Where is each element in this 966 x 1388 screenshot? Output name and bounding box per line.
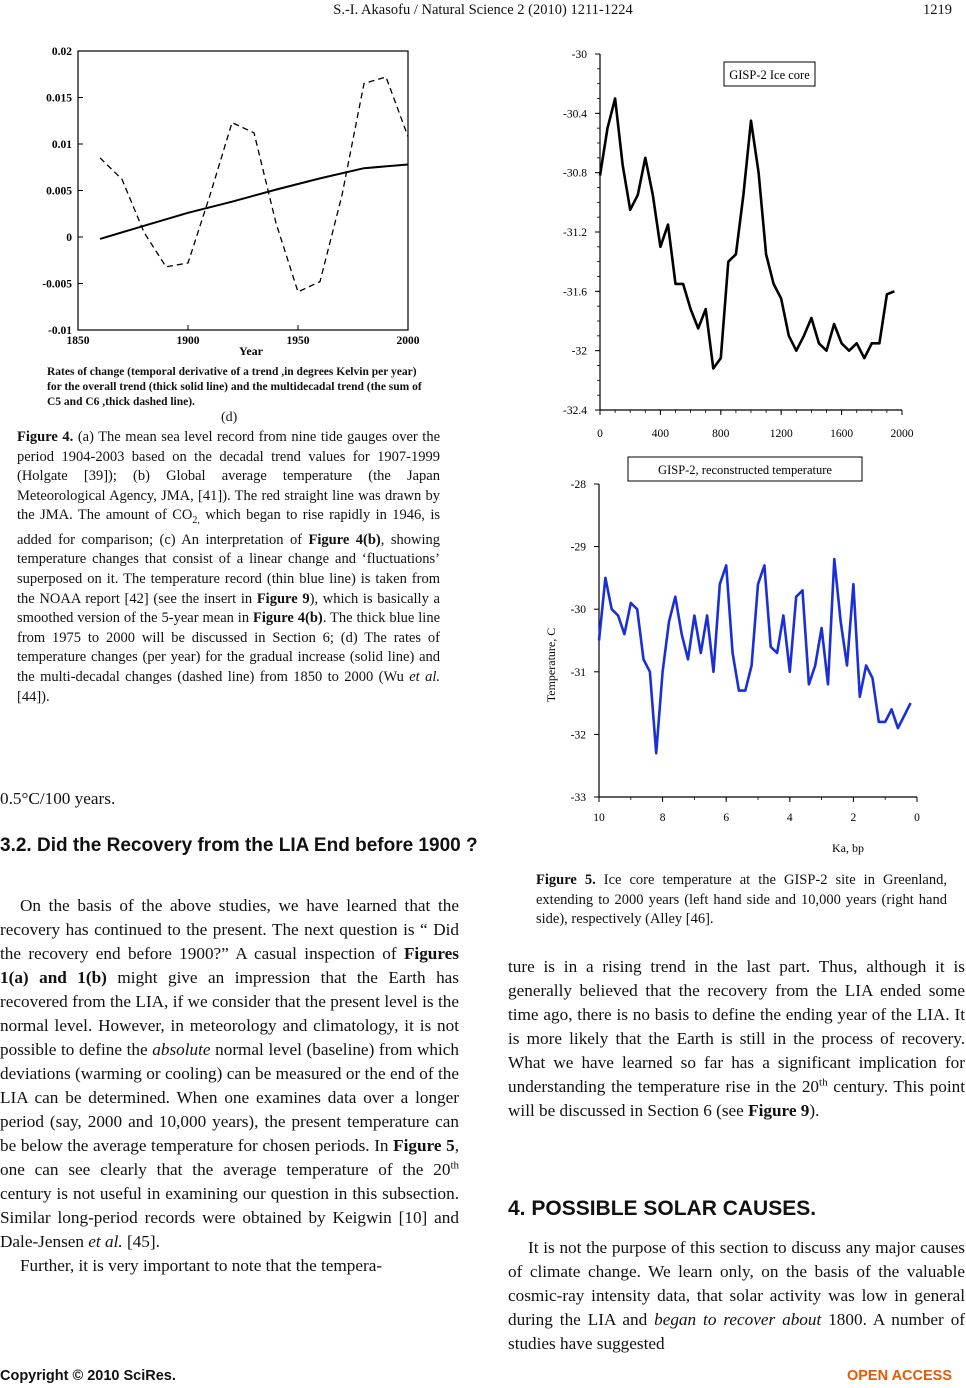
y-axis-label: Temperature, C [544,627,558,703]
x-tick-label: 1600 [830,428,854,440]
x-tick-label: 1950 [286,335,310,347]
figure-ref: Figure 4(b) [308,531,381,548]
x-tick-label: 2000 [396,335,420,347]
x-axis-label: Year [239,344,263,358]
text-run: On the basis of the above studies, we have learned that the recovery has continued to the present. The next question is “ Did the recovery end before 1900?” A casual inspection of [0,896,459,963]
open-access-link[interactable]: OPEN ACCESS [846,1368,952,1384]
copyright: Copyright © 2010 SciRes. [0,1368,176,1384]
figure-4d-inner-caption: Rates of change (temporal derivative of a trend ,in degrees Kelvin per year) for the overall trend (thick solid line) and the multidecadal trend (the sum of C5 and C6 ,thick dashed line). [47,366,422,408]
x-tick-label: 800 [712,428,730,440]
page-number: 1219 [923,2,952,18]
text-run: century is not useful in examining our question in this subsection. Similar long-period records were obtained by Keigwin [10] and Dale-Jensen [0,1184,459,1251]
left-column-body [0,894,459,1278]
figure-ref: Figure 5 [393,1136,455,1155]
y-tick-label: 0.01 [51,139,72,151]
text-run: century. This point will be discussed in Section 6 (see [508,1077,965,1120]
y-tick-label: -31.2 [563,227,587,239]
page-header [0,0,966,22]
text-run: 1800. A number of studies have suggested [508,1310,966,1353]
caption-text: ), which is basically a smoothed version of the 5-year mean in [17,590,440,627]
x-tick-label: 2000 [890,428,914,440]
series-line-solid [100,165,408,239]
right-column-body-1 [508,955,965,1123]
x-tick-label: 0 [914,812,920,824]
right-column-body-2 [508,1236,965,1356]
x-tick-label: 6 [723,812,730,824]
y-tick-label: 0.005 [46,185,72,198]
figure-4-caption [17,428,440,707]
caption-text: (a) The mean sea level record from nine tide gauges over the period 1904-2003 based on the decadal trend values for 1907-1999 (Holgate [39]); (b) Global average temperature (the Japan Meteorological Agency, JMA, [41]). The red straight line was drawn by the JMA. The amount of CO [17,429,441,524]
y-tick-label: -31.6 [563,286,587,299]
y-tick-label: -0.005 [42,278,72,291]
paragraph [508,1236,965,1356]
gisp2-reconstructed-temperature-chart [544,455,938,860]
plot-frame [78,51,408,330]
caption-text: . The thick blue line from 1975 to 2000 will be discussed in Section 6; (d) The rates of temperature changes (per year) for the gradual increase (solid line) and the multi-decadal changes (dashed line) from 1850 to 2000 (Wu [17,610,441,686]
y-tick-label: -30.4 [563,108,587,121]
series-line-0 [600,99,894,369]
chart-title: GISP-2, reconstructed temperature [658,463,832,477]
y-tick-label: 0 [66,232,72,244]
x-tick-label: 400 [651,428,670,440]
caption-lead: Figure 4. [17,429,74,445]
caption-italic: et al. [409,669,440,686]
caption-text: Ice core temperature at the GISP-2 site in Greenland, extending to 2000 years (left hand side and 10,000 years (right hand side), respectively (Alley [46]. [536,872,947,928]
page-footer [0,1364,966,1386]
superscript: th [450,1159,459,1172]
gisp2-ice-core-chart [548,42,938,447]
figure-ref: Figure 9 [748,1101,810,1120]
text-run: normal level (baseline) from which deviations (warming or cooling) can be measured or the end of the LIA can be determined. When one examines data over a longer period (say, 2000 and 10,000 years), the present temperature can be below the average temperature for chosen periods. In [0,1040,459,1155]
x-tick-label: 1900 [176,335,200,347]
y-tick-label: -30.8 [563,167,587,180]
italic-run: began to recover about [654,1310,822,1329]
paragraph-fragment: 0.5°C/100 years. [0,789,116,808]
figure-4d-chart [0,40,430,365]
text-run: It is not the purpose of this section to discuss any major causes of climate change. We learn only, on the basis of the valuable cosmic-ray intensity data, that solar activity was low in general during the LIA and [508,1238,965,1329]
x-tick-label: 2 [850,812,857,824]
text-run: might give an impression that the Earth has recovered from the LIA, if we consider that the present level is the normal level. However, in meteorology and climatology, it is not possible to define the [0,968,459,1059]
paragraph: Further, it is very important to note that the tempera- [20,1256,383,1275]
text-run: ture is in a rising trend in the last part. Thus, although it is generally believed that the recovery from the LIA ended some time ago, there is no basis to define the ending year of the LIA. It is more likely that the Earth is still in the process of recovery. What we have learned so far has a significant implication for understanding the temperature rise in the 20 [508,957,965,1096]
running-title: S.-I. Akasofu / Natural Science 2 (2010) 1211-1224 [333,2,633,18]
figure-ref: Figures 1(a) and 1(b) [0,944,459,987]
figure-ref: Figure 4(b) [253,610,323,627]
y-tick-label: 0.015 [46,92,72,105]
x-tick-label: 10 [593,812,605,824]
series-line-dashed [100,77,408,292]
series-line-0 [599,559,911,753]
y-tick-label: -32.4 [563,405,587,417]
x-tick-label: 8 [659,812,666,824]
caption-text: , showing temperature changes that consist of a linear change and ‘fluctuations’ superposed on it. The temperature record (thin blue line) is taken from the NOAA report [42] (see the insert in [17,531,440,607]
chart-title: GISP-2 Ice core [729,68,810,82]
figure-ref: Figure 9 [256,590,310,607]
caption-text: which began to rise rapidly in 1946, is added for comparison; (c) An interpretation of [17,507,440,548]
y-tick-label: -29 [570,541,586,554]
x-tick-label: 1200 [769,428,793,440]
y-tick-label: -33 [570,792,586,804]
section-heading-4: 4. POSSIBLE SOLAR CAUSES. [508,1197,817,1220]
y-tick-label: -28 [570,479,586,491]
y-tick-label: 0.02 [51,46,72,58]
x-tick-label: 4 [786,812,793,824]
x-tick-label: 0 [597,428,603,440]
text-run: ). [809,1101,820,1120]
text-run: [45]. [122,1232,160,1251]
y-tick-label: -32 [571,345,587,358]
paragraph [0,894,459,1254]
y-tick-label: -30 [570,604,586,617]
caption-text: [44]). [17,688,50,705]
y-tick-label: -30 [571,49,587,61]
section-heading-3-2: 3.2. Did the Recovery from the LIA End before 1900 ? [0,835,478,856]
y-tick-label: -32 [570,729,586,742]
caption-subscript: 2, [192,515,200,527]
y-tick-label: -31 [570,666,586,679]
caption-lead: Figure 5. [536,872,596,888]
y-tick-label: -0.01 [48,325,72,337]
x-tick-label: 1850 [66,335,90,347]
text-run: , one can see clearly that the average temperature of the 20 [0,1136,460,1179]
italic-run: absolute [152,1040,211,1059]
superscript: th [819,1076,828,1089]
figure-5-caption [536,871,947,930]
x-axis-label: Ka, bp [832,841,864,855]
panel-label: (d) [221,410,238,425]
italic-run: et al. [88,1232,123,1251]
paragraph [508,955,965,1123]
